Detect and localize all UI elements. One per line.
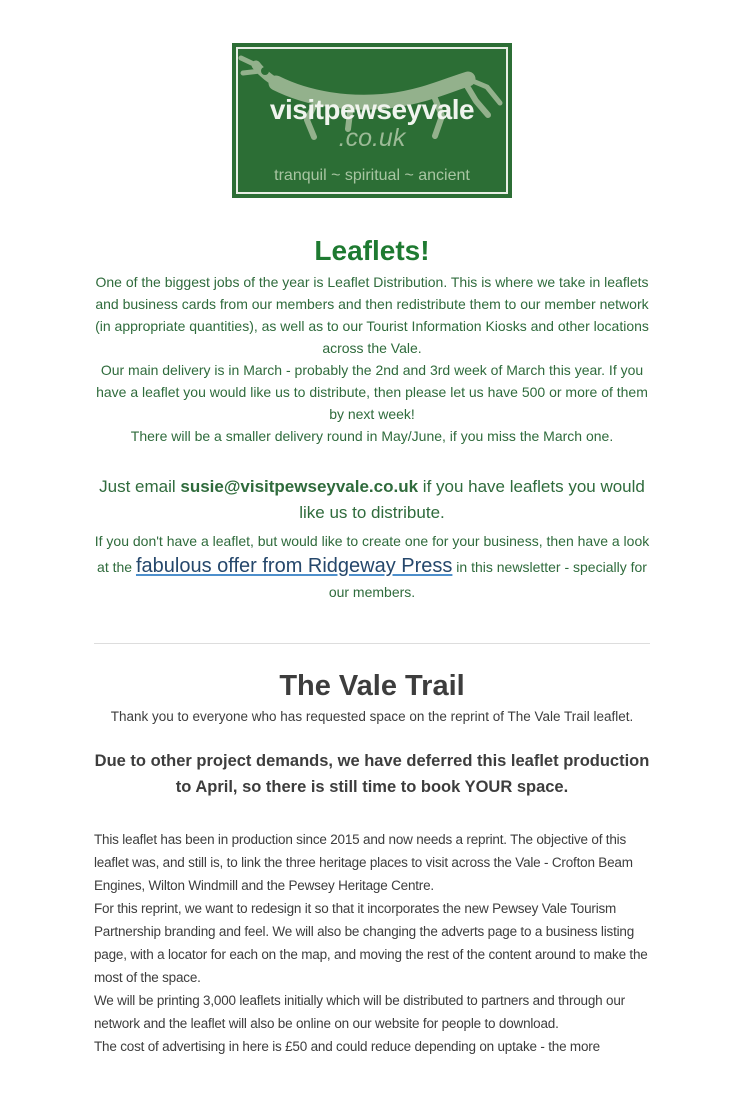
leaflets-paragraph-2: Our main delivery is in March - probably the 2nd and 3rd week of March this year. If you have a leaflet you would like us to distribute, then please let us have 500 or more of them by next week! <box>96 362 648 422</box>
logo-brand-text: visitpewseyvale <box>269 94 475 125</box>
logo-domain-text: .co.uk <box>338 124 406 152</box>
vale-trail-intro: Thank you to everyone who has requested space on the reprint of The Vale Trail leaflet. <box>110 709 634 724</box>
vale-trail-body <box>94 828 650 1058</box>
section-divider <box>94 643 650 644</box>
logo-tagline: tranquil ~ spiritual ~ ancient <box>274 167 470 184</box>
vale-trail-body-paragraph-4: The cost of advertising in here is £50 and could reduce depending on uptake - the more <box>94 1039 600 1054</box>
newsletter-page <box>0 43 744 1096</box>
leaflets-intro-paragraphs <box>94 271 650 447</box>
deferral-notice: Due to other project demands, we have deferred this leaflet production to April, so there is still time to book YOUR space. <box>94 752 650 796</box>
leaflets-paragraph-1: One of the biggest jobs of the year is Leaflet Distribution. This is where we take in leaflets and business cards from our members and then redistribute them to our member network (in appropriate quantities), as well as to our Tourist Information Kiosks and other locations across the Vale. <box>95 274 649 356</box>
email-callout <box>94 474 650 526</box>
vale-trail-body-paragraph-2: For this reprint, we want to redesign it so that it incorporates the new Pewsey Vale Tourism Partnership branding and feel. We will also be changing the adverts page to a business listing page, with a locator for each on the map, and moving the rest of the content around to make the most of the space. <box>94 901 648 985</box>
leaflets-section-title: Leaflets! <box>314 235 430 266</box>
email-callout-intro: Just email <box>99 477 181 496</box>
vale-trail-title: The Vale Trail <box>279 670 465 702</box>
offer-sentence-intro: If you don't have a leaflet, but would like to create one for your business, then have a look at the <box>94 533 650 575</box>
ridgeway-offer-sentence <box>94 529 650 605</box>
ridgeway-press-link[interactable]: fabulous offer from Ridgeway Press <box>135 555 453 577</box>
logo-text-block <box>238 95 506 152</box>
site-logo-inner <box>236 47 508 194</box>
site-logo[interactable] <box>232 43 512 198</box>
offer-sentence-outro: in this newsletter - specially for our members. <box>328 559 647 600</box>
email-callout-outro: if you have leaflets you would like us to distribute. <box>299 477 645 522</box>
vale-trail-body-paragraph-1: This leaflet has been in production since 2015 and now needs a reprint. The objective of this leaflet was, and still is, to link the three heritage places to visit across the Vale - Crofton Beam Engines, Wilton Windmill and the Pewsey Heritage Centre. <box>94 832 633 893</box>
email-address-link[interactable]: susie@visitpewseyvale.co.uk <box>180 477 419 496</box>
content-column <box>94 234 650 1058</box>
vale-trail-body-paragraph-3: We will be printing 3,000 leaflets initially which will be distributed to partners and through our network and the leaflet will also be online on our website for people to download. <box>94 993 625 1031</box>
leaflets-paragraph-3: There will be a smaller delivery round in May/June, if you miss the March one. <box>130 428 614 444</box>
